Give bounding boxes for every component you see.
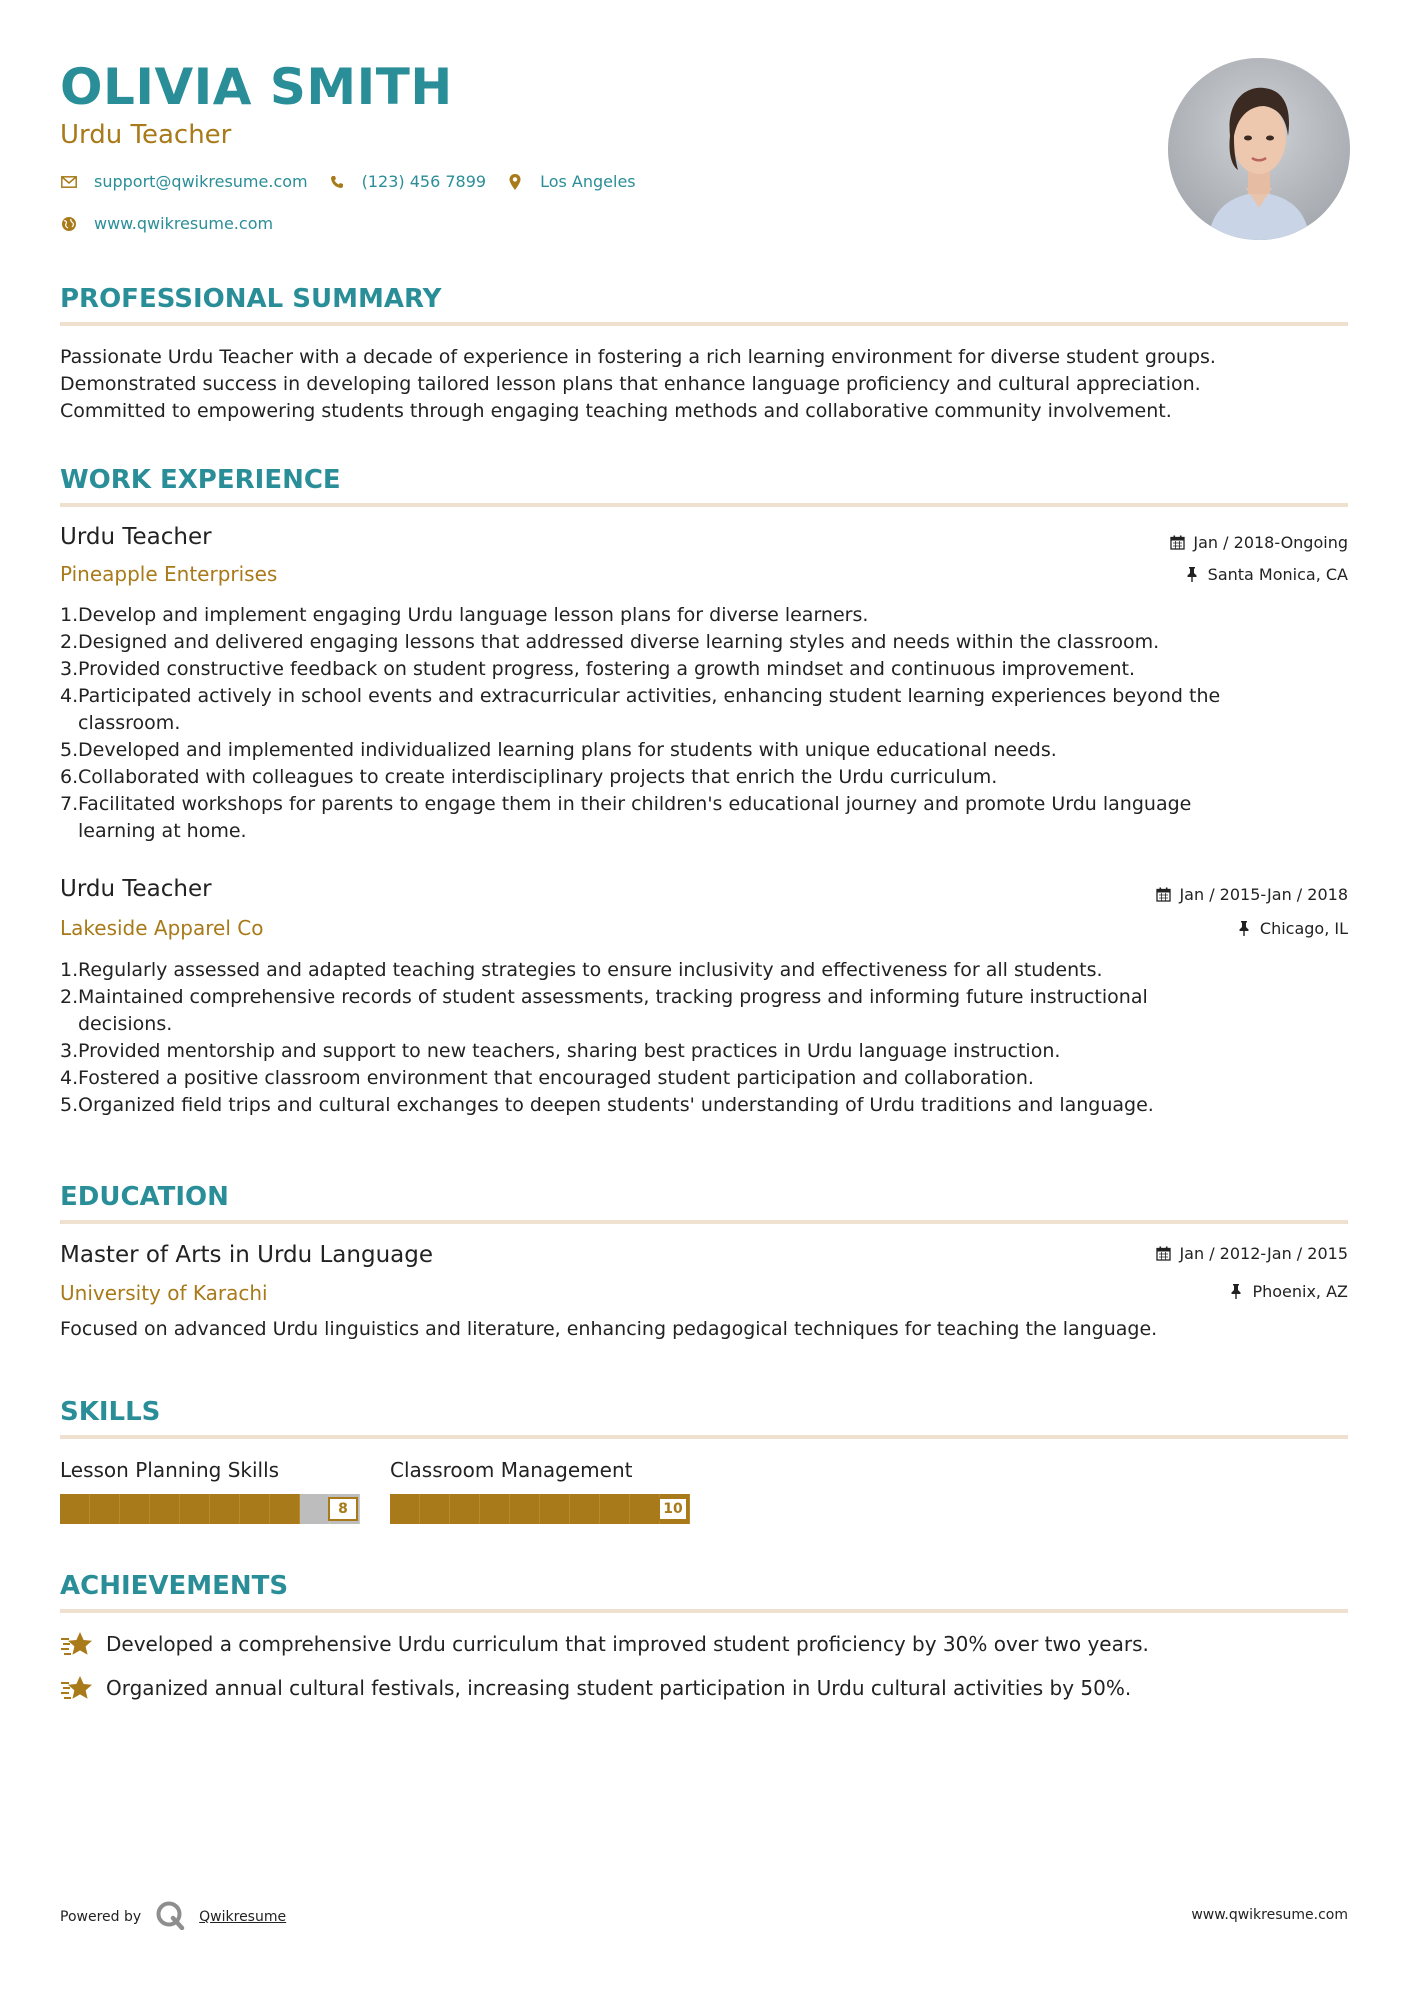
company-name: Lakeside Apparel Co <box>60 916 264 940</box>
skill-segment <box>390 1494 420 1524</box>
item-number: 4. <box>60 1067 79 1089</box>
email-text: support@qwikresume.com <box>94 172 308 191</box>
education-dates <box>1155 1244 1348 1263</box>
qwikresume-link[interactable]: Qwikresume <box>199 1909 287 1925</box>
item-line: Develop and implement engaging Urdu language lesson plans for diverse learners. <box>78 604 869 626</box>
skill-name: Lesson Planning Skills <box>60 1458 280 1482</box>
job-location-text: Santa Monica, CA <box>1207 565 1348 584</box>
item-text <box>78 737 1057 764</box>
item-text <box>78 656 1135 683</box>
skill-segment <box>240 1494 270 1524</box>
education-heading: EDUCATION <box>60 1182 229 1212</box>
star-icon <box>60 1630 94 1658</box>
education-location-text: Phoenix, AZ <box>1252 1282 1348 1301</box>
experience-divider <box>60 503 1348 507</box>
item-line: classroom. <box>78 712 181 734</box>
skill-segment <box>150 1494 180 1524</box>
item-line: Maintained comprehensive records of student assessments, tracking progress and informing future instructional <box>78 986 1148 1008</box>
summary-line: Demonstrated success in developing tailored lesson plans that enhance language proficiency and cultural appreciation. <box>60 373 1201 395</box>
item-line: Provided mentorship and support to new teachers, sharing best practices in Urdu language instruction. <box>78 1040 1061 1062</box>
item-number: 1. <box>60 604 79 626</box>
envelope-icon <box>60 173 78 191</box>
job-location <box>1236 919 1348 938</box>
powered-by-label: Powered by <box>60 1909 142 1925</box>
contact-row-2 <box>60 214 293 233</box>
achievements-heading: ACHIEVEMENTS <box>60 1571 289 1601</box>
achievement-text: Organized annual cultural festivals, increasing student participation in Urdu cultural activities by 50%. <box>106 1676 1132 1700</box>
summary-line: Committed to empowering students through engaging teaching methods and collaborative community involvement. <box>60 400 1172 422</box>
job-location-text: Chicago, IL <box>1259 919 1348 938</box>
item-line: Participated actively in school events and extracurricular activities, enhancing student learning experiences beyond the <box>78 685 1221 707</box>
responsibility-item <box>60 656 1348 683</box>
item-text <box>78 602 868 629</box>
contact-location <box>506 172 636 191</box>
responsibility-item <box>60 1092 1348 1119</box>
item-text <box>78 683 1220 737</box>
skill-segment <box>480 1494 510 1524</box>
item-text <box>78 984 1148 1038</box>
skill-segment <box>180 1494 210 1524</box>
item-number: 6. <box>60 766 79 788</box>
item-line: Regularly assessed and adapted teaching strategies to ensure inclusivity and effectiveness for all students. <box>78 959 1103 981</box>
item-text <box>78 1065 1034 1092</box>
item-number: 5. <box>60 1094 79 1116</box>
skill-segment <box>60 1494 90 1524</box>
item-number: 3. <box>60 1040 79 1062</box>
calendar-icon <box>1155 887 1171 903</box>
job-dates-text: Jan / 2015-Jan / 2018 <box>1179 885 1348 904</box>
item-number: 7. <box>60 793 79 815</box>
achievements-divider <box>60 1609 1348 1613</box>
skill-segment <box>120 1494 150 1524</box>
job-title: Urdu Teacher <box>60 876 212 902</box>
contact-website[interactable] <box>60 214 273 233</box>
item-line: Developed and implemented individualized learning plans for students with unique educational needs. <box>78 739 1057 761</box>
pushpin-icon <box>1184 567 1200 583</box>
job-responsibilities <box>60 957 1348 1119</box>
skill-segment <box>570 1494 600 1524</box>
item-text <box>78 957 1103 984</box>
calendar-icon <box>1169 535 1185 551</box>
responsibility-item <box>60 1065 1348 1092</box>
education-divider <box>60 1220 1348 1224</box>
skill-segment <box>450 1494 480 1524</box>
skill-bar <box>60 1494 360 1524</box>
item-text <box>78 629 1159 656</box>
skills-divider <box>60 1435 1348 1439</box>
achievement-item <box>60 1674 1131 1702</box>
skill-segment <box>510 1494 540 1524</box>
phone-icon <box>328 173 346 191</box>
resume-page <box>60 0 1348 1990</box>
item-line: Designed and delivered engaging lessons that addressed diverse learning styles and needs within the classroom. <box>78 631 1160 653</box>
skills-heading: SKILLS <box>60 1397 161 1427</box>
profile-photo <box>1168 58 1350 240</box>
item-number: 1. <box>60 959 79 981</box>
website-text: www.qwikresume.com <box>94 214 274 233</box>
skill-segment <box>90 1494 120 1524</box>
summary-heading: PROFESSIONAL SUMMARY <box>60 284 442 314</box>
job-title: Urdu Teacher <box>60 524 212 550</box>
item-text <box>78 1092 1154 1119</box>
achievement-item <box>60 1630 1149 1658</box>
footer-website[interactable]: www.qwikresume.com <box>1191 1907 1348 1923</box>
candidate-title: Urdu Teacher <box>60 120 232 150</box>
responsibility-item <box>60 984 1348 1038</box>
job-location <box>1184 565 1348 584</box>
job-dates <box>1169 533 1348 552</box>
summary-divider <box>60 322 1348 326</box>
item-number: 2. <box>60 631 79 653</box>
responsibility-item <box>60 683 1348 737</box>
contact-phone[interactable] <box>328 172 486 191</box>
pushpin-icon <box>1228 1284 1244 1300</box>
item-line: Provided constructive feedback on student progress, fostering a growth mindset and continuous improvement. <box>78 658 1136 680</box>
item-line: Fostered a positive classroom environment that encouraged student participation and collaboration. <box>78 1067 1034 1089</box>
globe-icon <box>60 215 78 233</box>
summary-line: Passionate Urdu Teacher with a decade of experience in fostering a rich learning environment for diverse student groups. <box>60 346 1216 368</box>
skill-segment <box>540 1494 570 1524</box>
location-text: Los Angeles <box>540 172 636 191</box>
item-number: 3. <box>60 658 79 680</box>
skill-level: 8 <box>328 1497 358 1521</box>
item-line: Facilitated workshops for parents to engage them in their children's educational journey and promote Urdu language <box>78 793 1192 815</box>
company-name: Pineapple Enterprises <box>60 562 278 586</box>
candidate-name: OLIVIA SMITH <box>60 58 453 116</box>
item-text <box>78 1038 1060 1065</box>
responsibility-item <box>60 737 1348 764</box>
phone-text: (123) 456 7899 <box>361 172 487 191</box>
item-line: learning at home. <box>78 820 247 842</box>
item-line: Collaborated with colleagues to create interdisciplinary projects that enrich the Urdu curriculum. <box>78 766 998 788</box>
skill-segment <box>630 1494 660 1524</box>
skill-segment <box>270 1494 300 1524</box>
responsibility-item <box>60 629 1348 656</box>
job-responsibilities <box>60 602 1348 845</box>
item-number: 2. <box>60 986 79 1008</box>
degree-title: Master of Arts in Urdu Language <box>60 1242 433 1268</box>
summary-text <box>60 344 1348 425</box>
responsibility-item <box>60 957 1348 984</box>
star-icon <box>60 1674 94 1702</box>
item-line: Organized field trips and cultural exchanges to deepen students' understanding of Urdu traditions and language. <box>78 1094 1154 1116</box>
item-line: decisions. <box>78 1013 173 1035</box>
item-number: 5. <box>60 739 79 761</box>
pushpin-icon <box>1236 921 1252 937</box>
education-dates-text: Jan / 2012-Jan / 2015 <box>1179 1244 1348 1263</box>
contact-email[interactable] <box>60 172 308 191</box>
education-description: Focused on advanced Urdu linguistics and literature, enhancing pedagogical techniques for teaching the language. <box>60 1318 1158 1340</box>
calendar-icon <box>1155 1246 1171 1262</box>
item-text <box>78 791 1191 845</box>
education-location <box>1228 1282 1348 1301</box>
skill-segment <box>600 1494 630 1524</box>
item-text <box>78 764 997 791</box>
skill-bar <box>390 1494 690 1524</box>
school-name: University of Karachi <box>60 1281 268 1305</box>
contact-row-1 <box>60 172 656 191</box>
experience-heading: WORK EXPERIENCE <box>60 465 341 495</box>
footer-powered-by <box>60 1900 286 1934</box>
skill-segment <box>210 1494 240 1524</box>
responsibility-item <box>60 764 1348 791</box>
job-dates <box>1155 885 1348 904</box>
skill-level: 10 <box>658 1497 688 1521</box>
qwikresume-logo-icon <box>155 1900 185 1934</box>
skill-segment <box>300 1494 330 1524</box>
item-number: 4. <box>60 685 79 707</box>
skill-name: Classroom Management <box>390 1458 633 1482</box>
responsibility-item <box>60 602 1348 629</box>
job-dates-text: Jan / 2018-Ongoing <box>1193 533 1348 552</box>
map-marker-icon <box>506 173 524 191</box>
skill-segment <box>420 1494 450 1524</box>
achievement-text: Developed a comprehensive Urdu curriculum that improved student proficiency by 30% over two years. <box>106 1632 1149 1656</box>
responsibility-item <box>60 1038 1348 1065</box>
responsibility-item <box>60 791 1348 845</box>
